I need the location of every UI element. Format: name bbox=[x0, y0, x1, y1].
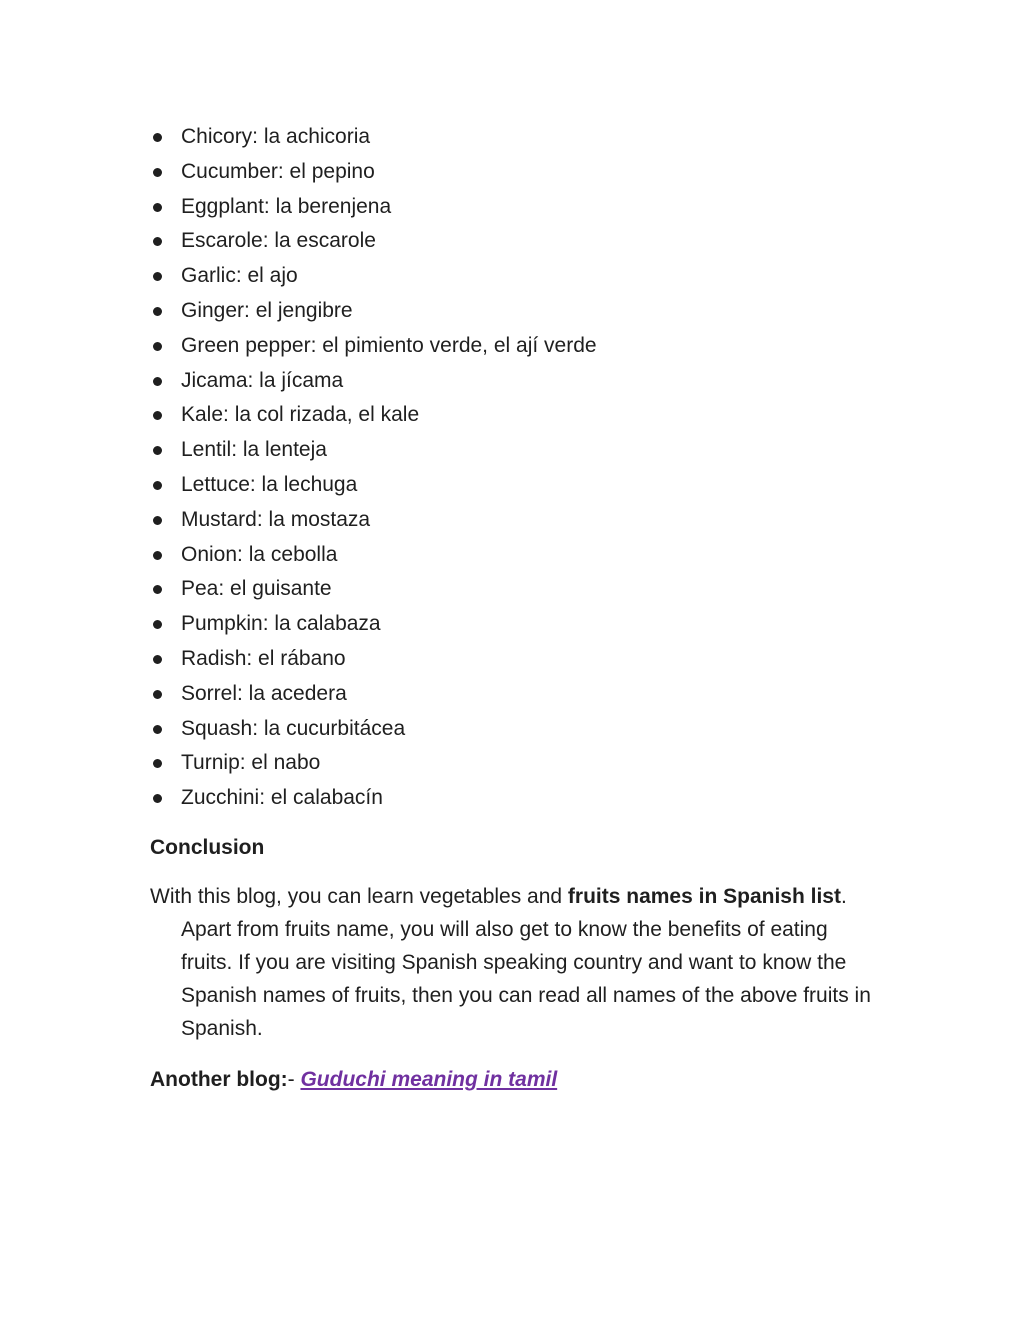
list-item-text: Lentil: la lenteja bbox=[181, 438, 327, 462]
bullet-icon bbox=[153, 168, 162, 177]
list-item-text: Turnip: el nabo bbox=[181, 751, 321, 775]
conclusion-line: Spanish. bbox=[181, 1017, 263, 1040]
list-item-text: Sorrel: la acedera bbox=[181, 681, 347, 705]
conclusion-line: Spanish names of fruits, then you can read all names of the above fruits in bbox=[181, 984, 871, 1007]
list-item bbox=[150, 120, 910, 155]
another-blog-label: Another blog: bbox=[150, 1068, 288, 1091]
another-blog-link[interactable]: Guduchi meaning in tamil bbox=[300, 1068, 558, 1091]
list-item bbox=[150, 329, 910, 364]
list-item bbox=[150, 642, 910, 677]
list-item bbox=[150, 294, 910, 329]
bullet-icon bbox=[153, 620, 162, 629]
another-blog-separator: - bbox=[287, 1068, 301, 1091]
bullet-icon bbox=[153, 377, 162, 386]
bullet-icon bbox=[153, 411, 162, 420]
bullet-icon bbox=[153, 446, 162, 455]
list-item bbox=[150, 190, 910, 225]
list-item bbox=[150, 224, 910, 259]
list-item-text: Radish: el rábano bbox=[181, 646, 346, 670]
list-item bbox=[150, 677, 910, 712]
list-item-text: Lettuce: la lechuga bbox=[181, 472, 358, 496]
bullet-icon bbox=[153, 794, 162, 803]
conclusion-bold-phrase: fruits names in Spanish list bbox=[567, 885, 841, 908]
vegetable-list bbox=[150, 120, 910, 816]
list-item-text: Zucchini: el calabacín bbox=[181, 786, 383, 810]
list-item bbox=[150, 398, 910, 433]
list-item-text: Kale: la col rizada, el kale bbox=[181, 403, 420, 427]
list-item bbox=[150, 259, 910, 294]
list-item bbox=[150, 572, 910, 607]
bullet-icon bbox=[153, 307, 162, 316]
conclusion-line: Apart from fruits name, you will also get to know the benefits of eating bbox=[181, 918, 828, 941]
list-item-text: Ginger: el jengibre bbox=[181, 298, 353, 322]
list-item bbox=[150, 712, 910, 747]
conclusion-paragraph bbox=[150, 880, 910, 1045]
list-item bbox=[150, 607, 910, 642]
list-item bbox=[150, 503, 910, 538]
list-item-text: Squash: la cucurbitácea bbox=[181, 716, 406, 740]
conclusion-period: . bbox=[840, 885, 847, 908]
bullet-icon bbox=[153, 481, 162, 490]
bullet-icon bbox=[153, 342, 162, 351]
bullet-icon bbox=[153, 585, 162, 594]
bullet-icon bbox=[153, 203, 162, 212]
list-item bbox=[150, 364, 910, 399]
list-item-text: Escarole: la escarole bbox=[181, 229, 376, 253]
list-item bbox=[150, 781, 910, 816]
bullet-icon bbox=[153, 133, 162, 142]
bullet-icon bbox=[153, 725, 162, 734]
list-item bbox=[150, 155, 910, 190]
list-item-text: Mustard: la mostaza bbox=[181, 507, 371, 531]
list-item bbox=[150, 433, 910, 468]
bullet-icon bbox=[153, 690, 162, 699]
bullet-icon bbox=[153, 655, 162, 664]
bullet-icon bbox=[153, 551, 162, 560]
conclusion-first-line bbox=[150, 880, 910, 913]
conclusion-line: fruits. If you are visiting Spanish speaking country and want to know the bbox=[181, 951, 847, 974]
bullet-icon bbox=[153, 516, 162, 525]
conclusion-intro-text: With this blog, you can learn vegetables and bbox=[150, 885, 568, 908]
another-blog-line bbox=[150, 1065, 557, 1095]
conclusion-heading: Conclusion bbox=[150, 836, 265, 859]
bullet-icon bbox=[153, 237, 162, 246]
list-item-text: Green pepper: el pimiento verde, el ají verde bbox=[181, 333, 597, 357]
list-item-text: Jicama: la jícama bbox=[181, 368, 344, 392]
list-item-text: Cucumber: el pepino bbox=[181, 159, 375, 183]
list-item-text: Pea: el guisante bbox=[181, 577, 332, 601]
list-item-text: Pumpkin: la calabaza bbox=[181, 612, 381, 636]
bullet-icon bbox=[153, 272, 162, 281]
list-item-text: Chicory: la achicoria bbox=[181, 125, 371, 148]
list-item bbox=[150, 746, 910, 781]
bullet-icon bbox=[153, 759, 162, 768]
list-item bbox=[150, 468, 910, 503]
list-item bbox=[150, 538, 910, 573]
list-item-text: Onion: la cebolla bbox=[181, 542, 338, 566]
list-item-text: Garlic: el ajo bbox=[181, 264, 298, 288]
list-item-text: Eggplant: la berenjena bbox=[181, 194, 392, 218]
